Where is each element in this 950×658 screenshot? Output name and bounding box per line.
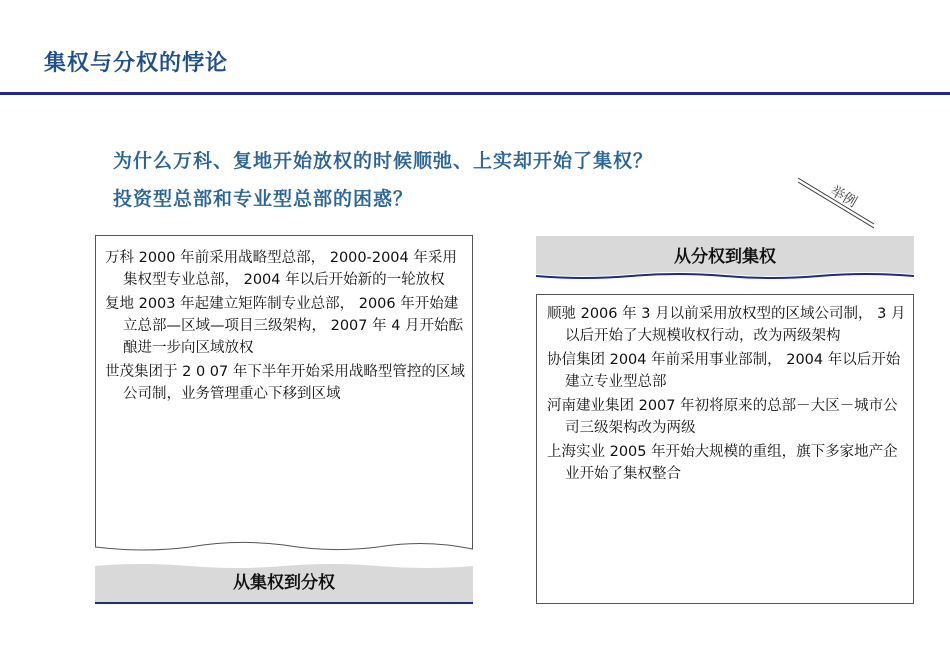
banner-label: 从分权到集权: [674, 247, 776, 267]
list-item: 河南建业集团 2007 年初将原来的总部－大区－城市公司三级架构改为两级: [547, 398, 898, 436]
question-2: 投资型总部和专业型总部的困惑？: [113, 188, 414, 210]
banner-label: 从集权到分权: [233, 573, 335, 593]
list-item: 上海实业 2005 年开始大规模的重组，旗下多家地产企业开始了集权整合: [547, 444, 898, 482]
left-panel: [95, 235, 473, 553]
banner-decentralized-to-centralized: [536, 236, 914, 280]
left-panel-text: [105, 247, 465, 407]
list-item: 复地 2003 年起建立矩阵制专业总部， 2006 年开始建立总部—区域—项目三级架构， 2007 年 4 月开始酝酿进一步向区域放权: [105, 296, 464, 356]
right-panel-text: [547, 303, 909, 487]
right-panel: [536, 294, 914, 604]
list-item: 协信集团 2004 年前采用事业部制， 2004 年以后开始建立专业型总部: [547, 352, 901, 390]
question-1: 为什么万科、复地开始放权的时候顺弛、上实却开始了集权？: [113, 150, 654, 172]
list-item: 世茂集团于 2 0 07 年下半年开始采用战略型管控的区域公司制，业务管理重心下移到区域: [105, 364, 465, 402]
list-item: 顺驰 2006 年 3 月以前采用放权型的区域公司制， 3 月以后开始了大规模收权行动，改为两级架构: [547, 306, 906, 344]
title-divider: [0, 92, 950, 95]
example-tag: 举例: [827, 182, 860, 211]
list-item: 万科 2000 年前采用战略型总部， 2000-2004 年采用集权型专业总部， 2004 年以后开始新的一轮放权: [105, 250, 457, 288]
banner-centralized-to-decentralized: [95, 562, 473, 606]
slide-title: 集权与分权的悖论: [44, 51, 229, 76]
